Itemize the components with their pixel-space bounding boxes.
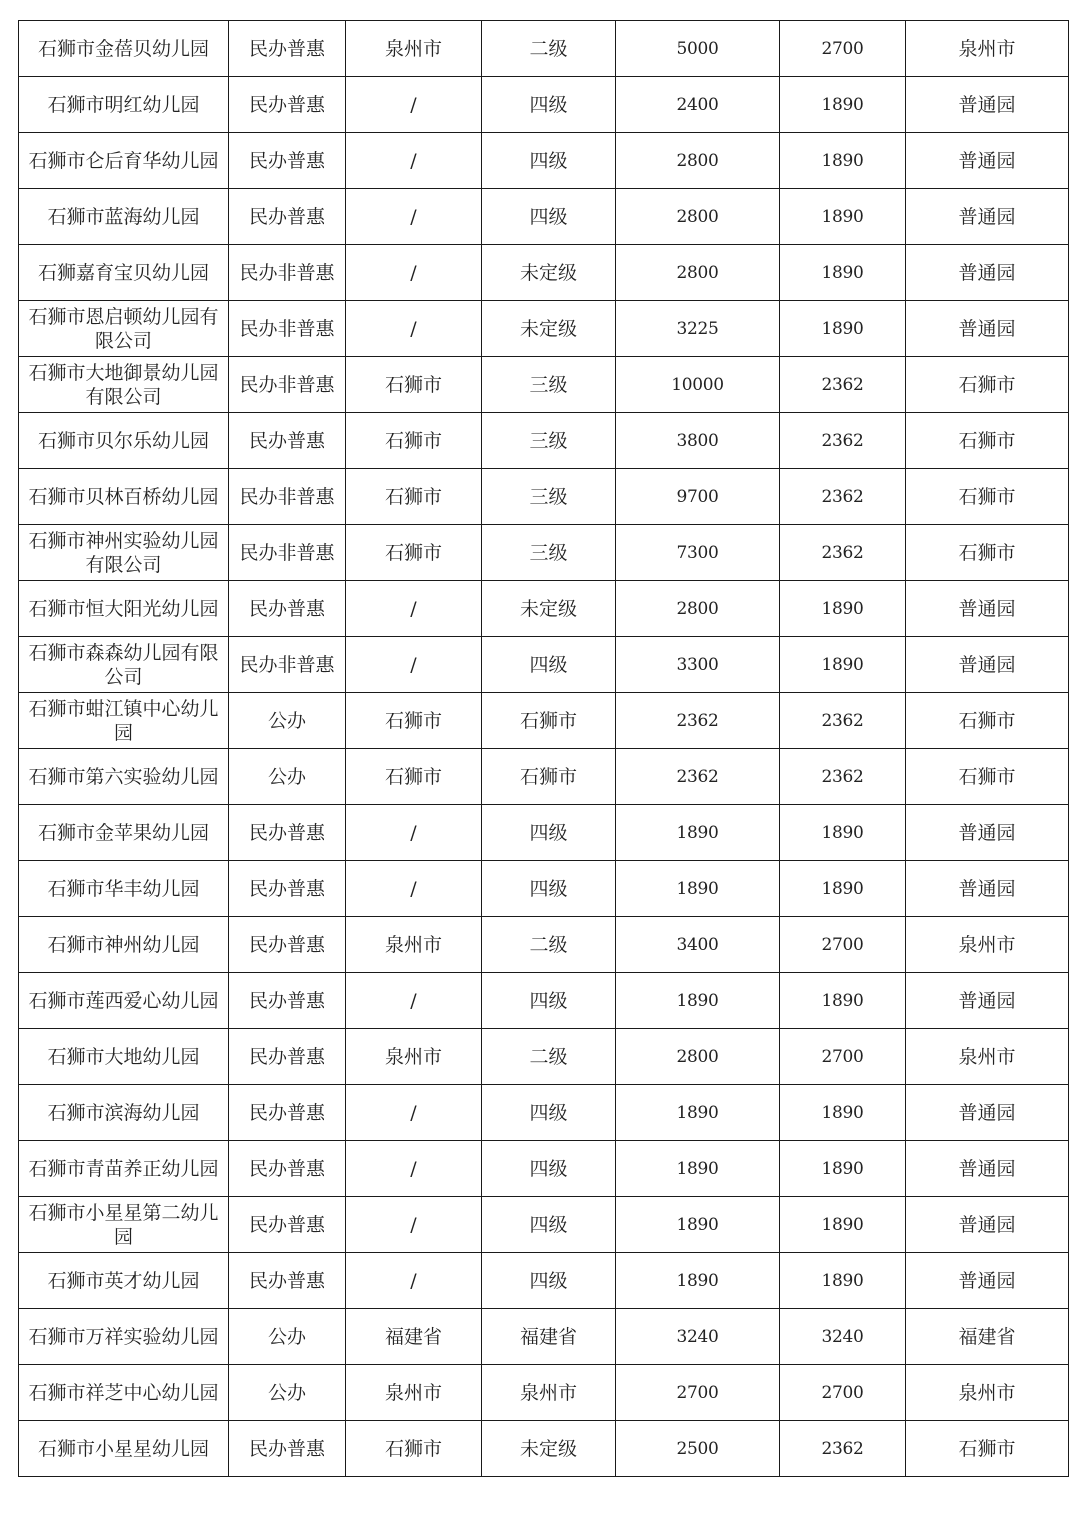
base-fee-cell: 3240: [780, 1309, 906, 1365]
school-type-cell: 民办普惠: [229, 1085, 346, 1141]
demonstration-level-cell: /: [346, 1141, 482, 1197]
kindergarten-name-cell: 石狮市明红幼儿园: [19, 77, 229, 133]
category-cell: 石狮市: [906, 749, 1069, 805]
base-fee-cell: 2362: [780, 1421, 906, 1477]
category-cell: 石狮市: [906, 357, 1069, 413]
table-row: [19, 245, 1069, 301]
demonstration-level-cell: /: [346, 805, 482, 861]
school-type-cell: 民办普惠: [229, 973, 346, 1029]
school-type-cell: 民办非普惠: [229, 525, 346, 581]
category-cell: 石狮市: [906, 413, 1069, 469]
table-row: [19, 917, 1069, 973]
category-cell: 石狮市: [906, 469, 1069, 525]
kindergarten-name-cell: 石狮市祥芝中心幼儿园: [19, 1365, 229, 1421]
demonstration-level-cell: 泉州市: [346, 21, 482, 77]
school-type-cell: 公办: [229, 1365, 346, 1421]
demonstration-level-cell: 石狮市: [346, 749, 482, 805]
demonstration-level-cell: /: [346, 637, 482, 693]
table-row: [19, 1253, 1069, 1309]
fee-standard-cell: 3240: [616, 1309, 780, 1365]
base-fee-cell: 1890: [780, 581, 906, 637]
grade-level-cell: 未定级: [482, 581, 616, 637]
category-cell: 普通园: [906, 1085, 1069, 1141]
school-type-cell: 民办普惠: [229, 917, 346, 973]
demonstration-level-cell: /: [346, 245, 482, 301]
fee-standard-cell: 1890: [616, 1197, 780, 1253]
grade-level-cell: 三级: [482, 525, 616, 581]
base-fee-cell: 1890: [780, 861, 906, 917]
table-row: [19, 77, 1069, 133]
demonstration-level-cell: /: [346, 133, 482, 189]
category-cell: 福建省: [906, 1309, 1069, 1365]
table-row: [19, 1309, 1069, 1365]
demonstration-level-cell: /: [346, 861, 482, 917]
grade-level-cell: 石狮市: [482, 749, 616, 805]
grade-level-cell: 泉州市: [482, 1365, 616, 1421]
kindergarten-name-cell: 石狮嘉育宝贝幼儿园: [19, 245, 229, 301]
kindergarten-name-cell: 石狮市大地御景幼儿园有限公司: [19, 357, 229, 413]
category-cell: 普通园: [906, 1197, 1069, 1253]
table-body: [19, 21, 1069, 1477]
school-type-cell: 公办: [229, 693, 346, 749]
school-type-cell: 民办非普惠: [229, 245, 346, 301]
school-type-cell: 民办普惠: [229, 581, 346, 637]
school-type-cell: 民办普惠: [229, 1421, 346, 1477]
kindergarten-name-cell: 石狮市神州实验幼儿园有限公司: [19, 525, 229, 581]
grade-level-cell: 四级: [482, 637, 616, 693]
base-fee-cell: 1890: [780, 133, 906, 189]
table-row: [19, 1029, 1069, 1085]
base-fee-cell: 2362: [780, 749, 906, 805]
base-fee-cell: 2700: [780, 1029, 906, 1085]
school-type-cell: 民办普惠: [229, 189, 346, 245]
table-row: [19, 973, 1069, 1029]
base-fee-cell: 1890: [780, 805, 906, 861]
kindergarten-name-cell: 石狮市大地幼儿园: [19, 1029, 229, 1085]
grade-level-cell: 石狮市: [482, 693, 616, 749]
category-cell: 普通园: [906, 301, 1069, 357]
base-fee-cell: 2362: [780, 357, 906, 413]
table-row: [19, 1197, 1069, 1253]
kindergarten-name-cell: 石狮市华丰幼儿园: [19, 861, 229, 917]
demonstration-level-cell: 石狮市: [346, 1421, 482, 1477]
kindergarten-name-cell: 石狮市恒大阳光幼儿园: [19, 581, 229, 637]
table-row: [19, 21, 1069, 77]
demonstration-level-cell: /: [346, 973, 482, 1029]
fee-standard-cell: 2800: [616, 1029, 780, 1085]
fee-standard-cell: 3300: [616, 637, 780, 693]
category-cell: 普通园: [906, 1141, 1069, 1197]
fee-standard-cell: 1890: [616, 805, 780, 861]
category-cell: 普通园: [906, 133, 1069, 189]
category-cell: 泉州市: [906, 1029, 1069, 1085]
school-type-cell: 民办普惠: [229, 805, 346, 861]
fee-standard-cell: 2800: [616, 245, 780, 301]
table-row: [19, 861, 1069, 917]
base-fee-cell: 1890: [780, 245, 906, 301]
school-type-cell: 民办普惠: [229, 133, 346, 189]
category-cell: 泉州市: [906, 1365, 1069, 1421]
category-cell: 石狮市: [906, 525, 1069, 581]
fee-standard-cell: 2800: [616, 189, 780, 245]
kindergarten-fee-table: [18, 20, 1069, 1477]
category-cell: 普通园: [906, 245, 1069, 301]
table-row: [19, 1085, 1069, 1141]
base-fee-cell: 2362: [780, 469, 906, 525]
kindergarten-name-cell: 石狮市万祥实验幼儿园: [19, 1309, 229, 1365]
demonstration-level-cell: 石狮市: [346, 413, 482, 469]
demonstration-level-cell: 石狮市: [346, 357, 482, 413]
table-row: [19, 805, 1069, 861]
fee-standard-cell: 5000: [616, 21, 780, 77]
base-fee-cell: 1890: [780, 637, 906, 693]
kindergarten-name-cell: 石狮市滨海幼儿园: [19, 1085, 229, 1141]
kindergarten-name-cell: 石狮市蚶江镇中心幼儿园: [19, 693, 229, 749]
fee-standard-cell: 2400: [616, 77, 780, 133]
fee-standard-cell: 1890: [616, 973, 780, 1029]
fee-standard-cell: 3800: [616, 413, 780, 469]
grade-level-cell: 四级: [482, 189, 616, 245]
kindergarten-name-cell: 石狮市英才幼儿园: [19, 1253, 229, 1309]
grade-level-cell: 二级: [482, 21, 616, 77]
demonstration-level-cell: 泉州市: [346, 917, 482, 973]
school-type-cell: 民办普惠: [229, 21, 346, 77]
base-fee-cell: 2700: [780, 917, 906, 973]
demonstration-level-cell: 福建省: [346, 1309, 482, 1365]
grade-level-cell: 二级: [482, 1029, 616, 1085]
kindergarten-name-cell: 石狮市森森幼儿园有限公司: [19, 637, 229, 693]
demonstration-level-cell: /: [346, 189, 482, 245]
school-type-cell: 民办普惠: [229, 1197, 346, 1253]
base-fee-cell: 1890: [780, 189, 906, 245]
demonstration-level-cell: 泉州市: [346, 1365, 482, 1421]
school-type-cell: 民办普惠: [229, 1141, 346, 1197]
grade-level-cell: 二级: [482, 917, 616, 973]
fee-standard-cell: 7300: [616, 525, 780, 581]
table-row: [19, 1421, 1069, 1477]
school-type-cell: 民办普惠: [229, 1029, 346, 1085]
kindergarten-name-cell: 石狮市神州幼儿园: [19, 917, 229, 973]
demonstration-level-cell: /: [346, 1197, 482, 1253]
kindergarten-name-cell: 石狮市小星星第二幼儿园: [19, 1197, 229, 1253]
kindergarten-name-cell: 石狮市贝林百桥幼儿园: [19, 469, 229, 525]
category-cell: 普通园: [906, 973, 1069, 1029]
base-fee-cell: 1890: [780, 77, 906, 133]
school-type-cell: 民办非普惠: [229, 301, 346, 357]
fee-standard-cell: 2800: [616, 133, 780, 189]
category-cell: 普通园: [906, 805, 1069, 861]
base-fee-cell: 1890: [780, 1253, 906, 1309]
kindergarten-name-cell: 石狮市青苗养正幼儿园: [19, 1141, 229, 1197]
table-row: [19, 1141, 1069, 1197]
school-type-cell: 民办普惠: [229, 77, 346, 133]
category-cell: 泉州市: [906, 21, 1069, 77]
grade-level-cell: 三级: [482, 469, 616, 525]
demonstration-level-cell: /: [346, 301, 482, 357]
school-type-cell: 民办非普惠: [229, 637, 346, 693]
table-row: [19, 189, 1069, 245]
category-cell: 普通园: [906, 581, 1069, 637]
kindergarten-name-cell: 石狮市金苹果幼儿园: [19, 805, 229, 861]
base-fee-cell: 1890: [780, 1085, 906, 1141]
base-fee-cell: 1890: [780, 1141, 906, 1197]
table-row: [19, 637, 1069, 693]
category-cell: 普通园: [906, 77, 1069, 133]
kindergarten-name-cell: 石狮市莲西爱心幼儿园: [19, 973, 229, 1029]
fee-standard-cell: 3225: [616, 301, 780, 357]
demonstration-level-cell: /: [346, 77, 482, 133]
table-row: [19, 469, 1069, 525]
grade-level-cell: 四级: [482, 1141, 616, 1197]
category-cell: 普通园: [906, 637, 1069, 693]
school-type-cell: 民办普惠: [229, 413, 346, 469]
fee-standard-cell: 10000: [616, 357, 780, 413]
school-type-cell: 公办: [229, 749, 346, 805]
base-fee-cell: 2362: [780, 525, 906, 581]
demonstration-level-cell: 石狮市: [346, 525, 482, 581]
category-cell: 石狮市: [906, 1421, 1069, 1477]
table-row: [19, 301, 1069, 357]
school-type-cell: 民办非普惠: [229, 469, 346, 525]
grade-level-cell: 四级: [482, 1197, 616, 1253]
demonstration-level-cell: 石狮市: [346, 469, 482, 525]
category-cell: 普通园: [906, 861, 1069, 917]
table-row: [19, 133, 1069, 189]
grade-level-cell: 未定级: [482, 1421, 616, 1477]
grade-level-cell: 三级: [482, 357, 616, 413]
fee-standard-cell: 1890: [616, 1253, 780, 1309]
demonstration-level-cell: 石狮市: [346, 693, 482, 749]
grade-level-cell: 未定级: [482, 301, 616, 357]
grade-level-cell: 三级: [482, 413, 616, 469]
table-row: [19, 1365, 1069, 1421]
kindergarten-name-cell: 石狮市仑后育华幼儿园: [19, 133, 229, 189]
kindergarten-name-cell: 石狮市恩启顿幼儿园有限公司: [19, 301, 229, 357]
demonstration-level-cell: /: [346, 1085, 482, 1141]
category-cell: 普通园: [906, 189, 1069, 245]
school-type-cell: 公办: [229, 1309, 346, 1365]
table-row: [19, 413, 1069, 469]
kindergarten-name-cell: 石狮市蓝海幼儿园: [19, 189, 229, 245]
base-fee-cell: 2362: [780, 413, 906, 469]
table-row: [19, 749, 1069, 805]
kindergarten-name-cell: 石狮市金蓓贝幼儿园: [19, 21, 229, 77]
grade-level-cell: 四级: [482, 805, 616, 861]
base-fee-cell: 2362: [780, 693, 906, 749]
table-row: [19, 581, 1069, 637]
category-cell: 石狮市: [906, 693, 1069, 749]
base-fee-cell: 2700: [780, 21, 906, 77]
demonstration-level-cell: /: [346, 1253, 482, 1309]
grade-level-cell: 四级: [482, 77, 616, 133]
category-cell: 普通园: [906, 1253, 1069, 1309]
base-fee-cell: 1890: [780, 301, 906, 357]
grade-level-cell: 四级: [482, 861, 616, 917]
grade-level-cell: 四级: [482, 1253, 616, 1309]
kindergarten-name-cell: 石狮市小星星幼儿园: [19, 1421, 229, 1477]
school-type-cell: 民办非普惠: [229, 357, 346, 413]
fee-standard-cell: 2362: [616, 749, 780, 805]
fee-standard-cell: 1890: [616, 1085, 780, 1141]
fee-standard-cell: 9700: [616, 469, 780, 525]
grade-level-cell: 四级: [482, 1085, 616, 1141]
base-fee-cell: 2700: [780, 1365, 906, 1421]
school-type-cell: 民办普惠: [229, 861, 346, 917]
school-type-cell: 民办普惠: [229, 1253, 346, 1309]
table-row: [19, 525, 1069, 581]
fee-standard-cell: 2362: [616, 693, 780, 749]
demonstration-level-cell: /: [346, 581, 482, 637]
table-row: [19, 693, 1069, 749]
fee-standard-cell: 2800: [616, 581, 780, 637]
grade-level-cell: 四级: [482, 133, 616, 189]
demonstration-level-cell: 泉州市: [346, 1029, 482, 1085]
base-fee-cell: 1890: [780, 973, 906, 1029]
fee-standard-cell: 2500: [616, 1421, 780, 1477]
fee-standard-cell: 2700: [616, 1365, 780, 1421]
fee-standard-cell: 1890: [616, 861, 780, 917]
grade-level-cell: 四级: [482, 973, 616, 1029]
base-fee-cell: 1890: [780, 1197, 906, 1253]
grade-level-cell: 福建省: [482, 1309, 616, 1365]
grade-level-cell: 未定级: [482, 245, 616, 301]
category-cell: 泉州市: [906, 917, 1069, 973]
kindergarten-name-cell: 石狮市贝尔乐幼儿园: [19, 413, 229, 469]
kindergarten-name-cell: 石狮市第六实验幼儿园: [19, 749, 229, 805]
fee-standard-cell: 3400: [616, 917, 780, 973]
fee-standard-cell: 1890: [616, 1141, 780, 1197]
table-row: [19, 357, 1069, 413]
